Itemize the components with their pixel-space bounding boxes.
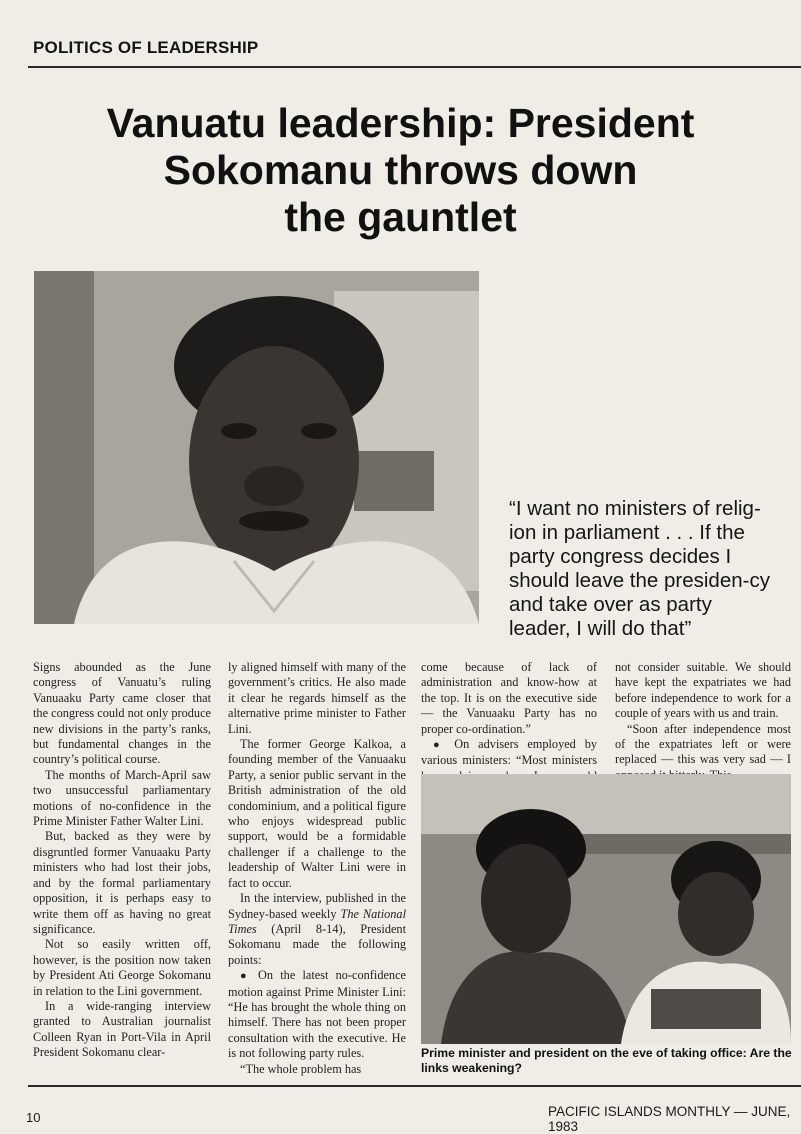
paragraph: Signs abounded as the June congress of Vanuatu’s ruling Vanuaaku Party came closer that the congress could not only produce new divisions in the party’s ranks, but fundamental changes in the country’s political course. xyxy=(33,660,211,767)
paragraph: “The whole problem has xyxy=(240,1061,362,1076)
photo-caption: Prime minister and president on the eve of taking office: Are the links weakening? xyxy=(421,1046,792,1075)
paragraph: But, backed as they were by disgruntled former Vanuaaku Party ministers who had lost their jobs, and by the formal parliamentary opposition, it is perhaps easy to write them off as having no great significance. xyxy=(33,829,211,936)
paragraph-text: On advisers employed by various ministers: “Most ministers xyxy=(421,737,597,768)
page-number: 10 xyxy=(26,1110,41,1125)
paragraph: The former George Kalkoa, a founding member of the Vanuaaku Party, a senior public servant in the British administration of the old condominium, and a political figure who enjoys widespread public support, would be a formidable challenger if a challenge to the leadership of Walter Lini were in fact to occur. xyxy=(228,737,406,890)
headline-line-1: Vanuatu leadership: President xyxy=(106,100,695,146)
footer-publication: PACIFIC ISLANDS MONTHLY — JUNE, 1983 xyxy=(548,1104,791,1134)
paragraph-text: In the interview, published in the Sydney-based weekly xyxy=(228,891,406,921)
paragraph-text: (April 8-14), President Sokomanu made the following points: xyxy=(228,921,406,967)
paragraph: Not so easily written off, however, is the position now taken by President Ati George Sokomanu in relation to the Lini government. xyxy=(33,937,211,998)
paragraph: ly aligned himself with many of the government’s critics. He also made it clear he regards himself as the alternative prime minister to Father Lini. xyxy=(228,660,406,736)
bullet-icon: ● xyxy=(240,970,251,983)
portrait-illustration xyxy=(34,271,479,624)
paragraph: come because of lack of administration and know-how at the top. It is on the executive side — the Vanuaaku Party has no proper co-ordination.” xyxy=(421,660,597,736)
bullet-icon: ● xyxy=(433,739,446,752)
paragraph: In a wide-ranging interview granted to Australian journalist Colleen Ryan in Port-Vila in April President Sokomanu clear- xyxy=(33,998,211,1060)
section-label: POLITICS OF LEADERSHIP xyxy=(33,38,259,57)
paragraph-text: On the latest no-confidence motion against Prime Minister Lini: “He has brought the whole thing on himself. There has not been proper consultation with the executive. He is not following party rules. xyxy=(228,968,406,1061)
leaders-photo xyxy=(421,774,791,1044)
headline-line-3: the gauntlet xyxy=(284,194,517,240)
article-column-2 xyxy=(228,660,406,1077)
paragraph xyxy=(228,891,406,968)
paragraph: The months of March-April saw two unsuccessful parliamentary motions of no-confidence in the Prime Minister Father Walter Lini. xyxy=(33,767,211,829)
bottom-rule xyxy=(28,1085,801,1087)
paragraph: not consider suitable. We should have kept the expatriates we had before independence to work for a couple of years with us and train. xyxy=(615,660,791,721)
bullet-paragraph xyxy=(228,968,406,1061)
article-column-1 xyxy=(33,660,211,1061)
top-rule xyxy=(28,66,801,68)
pull-quote: “I want no ministers of relig-ion in parliament . . . If the party congress decides I should leave the presiden-cy and take over as party leader, I will do that” xyxy=(509,497,770,640)
leaders-illustration xyxy=(421,774,791,1044)
portrait-photo xyxy=(34,271,479,624)
headline-line-2: Sokomanu throws down xyxy=(163,147,638,193)
headline xyxy=(40,100,761,241)
publication-title: The National Times xyxy=(228,906,406,936)
article-column-4 xyxy=(615,660,791,783)
paragraph: “Soon after independence most of the expatriates left or were replaced — this was very sad — I xyxy=(615,721,791,767)
